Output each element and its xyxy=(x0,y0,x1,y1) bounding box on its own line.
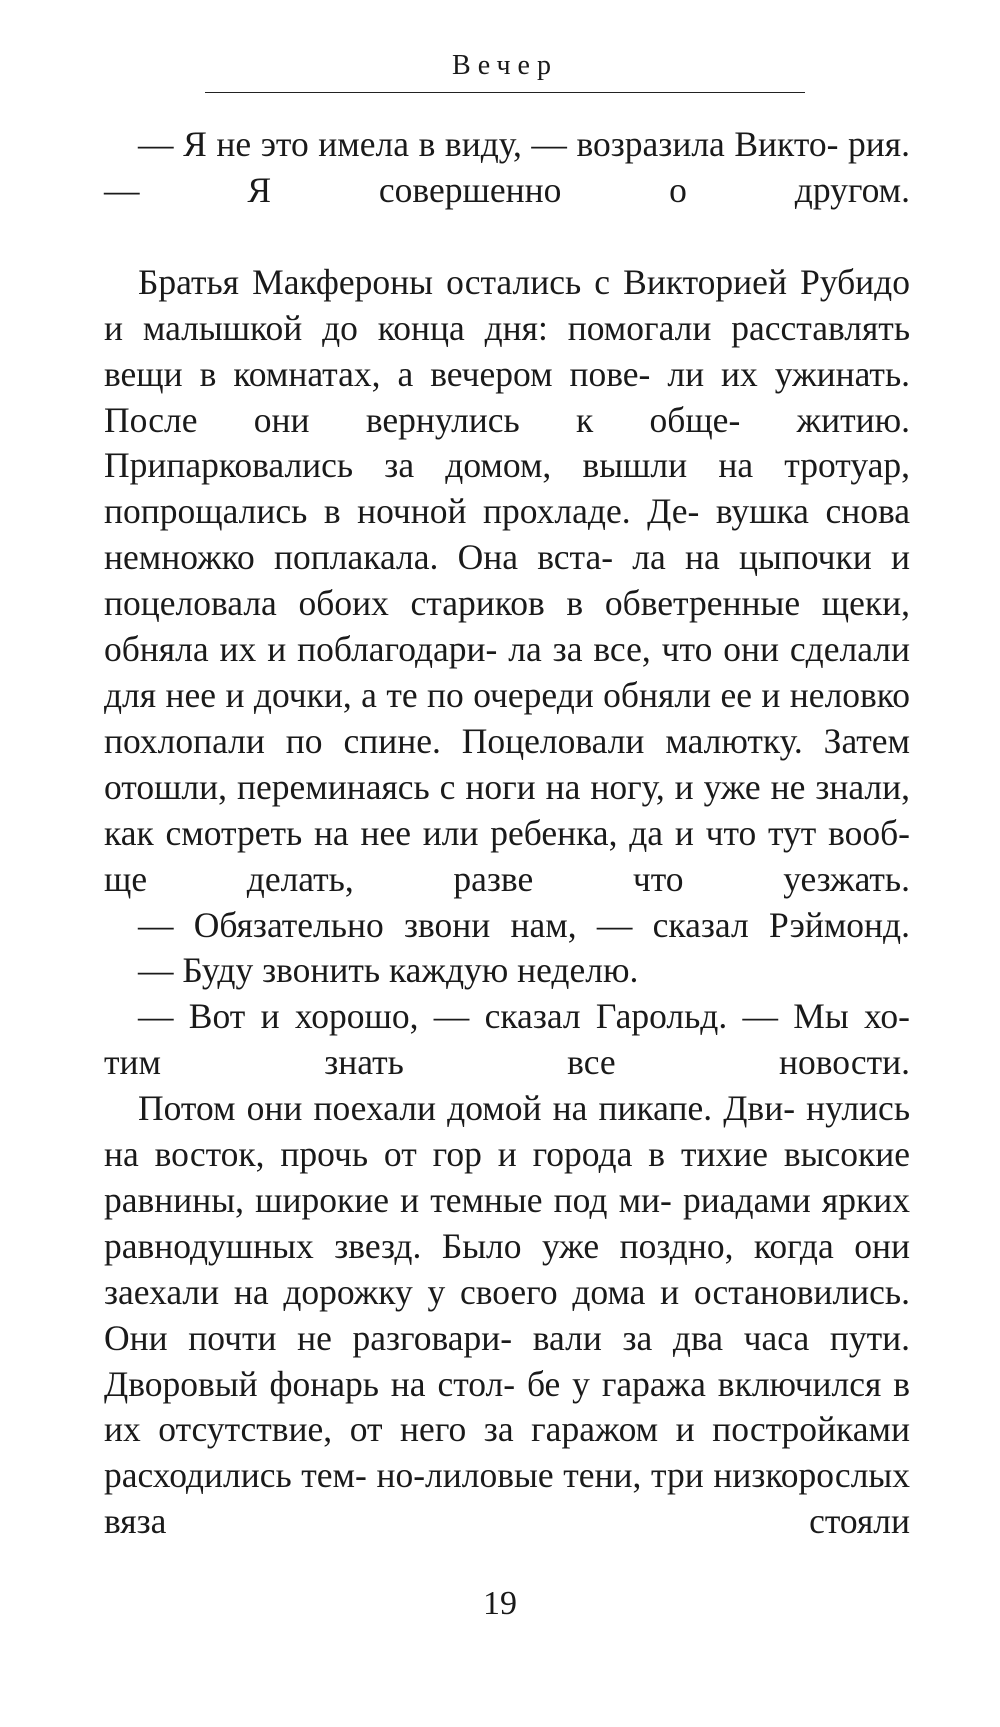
text-line: Братья Макфероны остались с Викторией xyxy=(138,261,787,302)
text-line: — Буду звонить каждую неделю. xyxy=(138,950,639,991)
text-line: вушка снова немножко поплакала. Она вста- xyxy=(104,491,910,578)
running-title: Вечер xyxy=(452,50,558,81)
text-line: нулись на восток, прочь от гор и города в тихие xyxy=(104,1088,911,1175)
text-line: смотреть на нее или ребенка, да и что тут вооб- xyxy=(165,812,911,853)
text-line: ли их ужинать. После они вернулись к обще- xyxy=(104,353,911,440)
header-rule xyxy=(205,92,805,93)
dialogue-line xyxy=(104,948,910,994)
paragraph xyxy=(104,122,910,214)
text-line: Рубидо и малышкой до конца дня: помогали xyxy=(104,261,910,348)
text-line: высокие равнины, широкие и темные под ми- xyxy=(104,1134,911,1220)
page-header xyxy=(205,46,805,93)
text-line: — Я не это имела в виду, — возразила Викто- xyxy=(138,124,839,164)
text-line: — Вот и хорошо, — сказал Гарольд. — Мы хо- xyxy=(138,996,910,1037)
text-line: вали за два часа пути. Дворовый фонарь на стол- xyxy=(104,1317,910,1404)
text-line: ла за все, что они сделали для нее и дочки, а те xyxy=(104,629,910,715)
text-line: тротуар, попрощались в ночной прохладе. Де- xyxy=(104,445,910,532)
text-line: поздно, когда они заехали на дорожку у своего xyxy=(104,1225,910,1312)
text-line: житию. Припарковались за домом, вышли на xyxy=(104,399,910,486)
body-text xyxy=(104,122,910,1545)
text-line: спине. Поцеловали малютку. Затем отошли, xyxy=(104,720,911,807)
text-line: ла на цыпочки и поцеловала обоих стариков xyxy=(104,537,910,624)
text-line: дома и остановились. Они почти не разговари- xyxy=(104,1271,910,1358)
text-line: ще делать, разве что уезжать. xyxy=(104,858,910,899)
text-line: расставлять вещи в комнатах, а вечером пове- xyxy=(104,307,911,394)
page-number: 19 xyxy=(483,1585,517,1622)
text-line: за гаражом и постройками расходились тем- xyxy=(104,1409,910,1496)
text-line: тим знать все новости. xyxy=(104,1042,910,1083)
dialogue-line xyxy=(104,903,910,949)
text-line: в обветренные щеки, обняла их и поблагодари- xyxy=(104,583,911,670)
text-line: рия. — Я совершенно о другом. xyxy=(104,124,910,210)
text-line: риадами ярких равнодушных звезд. Было уже xyxy=(104,1179,910,1266)
paragraph xyxy=(104,1086,910,1545)
text-line: по очереди обняли ее и неловко похлопали по xyxy=(104,674,910,761)
dialogue-line xyxy=(104,994,910,1086)
paragraph xyxy=(104,260,910,903)
text-line: переминаясь с ноги на ногу, и уже не знали, как xyxy=(104,766,911,853)
text-line: но-лиловые тени, три низкорослых вяза стояли xyxy=(104,1455,911,1542)
text-line: бе у гаража включился в их отсутствие, от него xyxy=(104,1363,910,1450)
text-line: Потом они поехали домой на пикапе. Дви- xyxy=(138,1088,796,1129)
text-line: — Обязательно звони нам, — сказал Рэймонд. xyxy=(138,904,910,945)
